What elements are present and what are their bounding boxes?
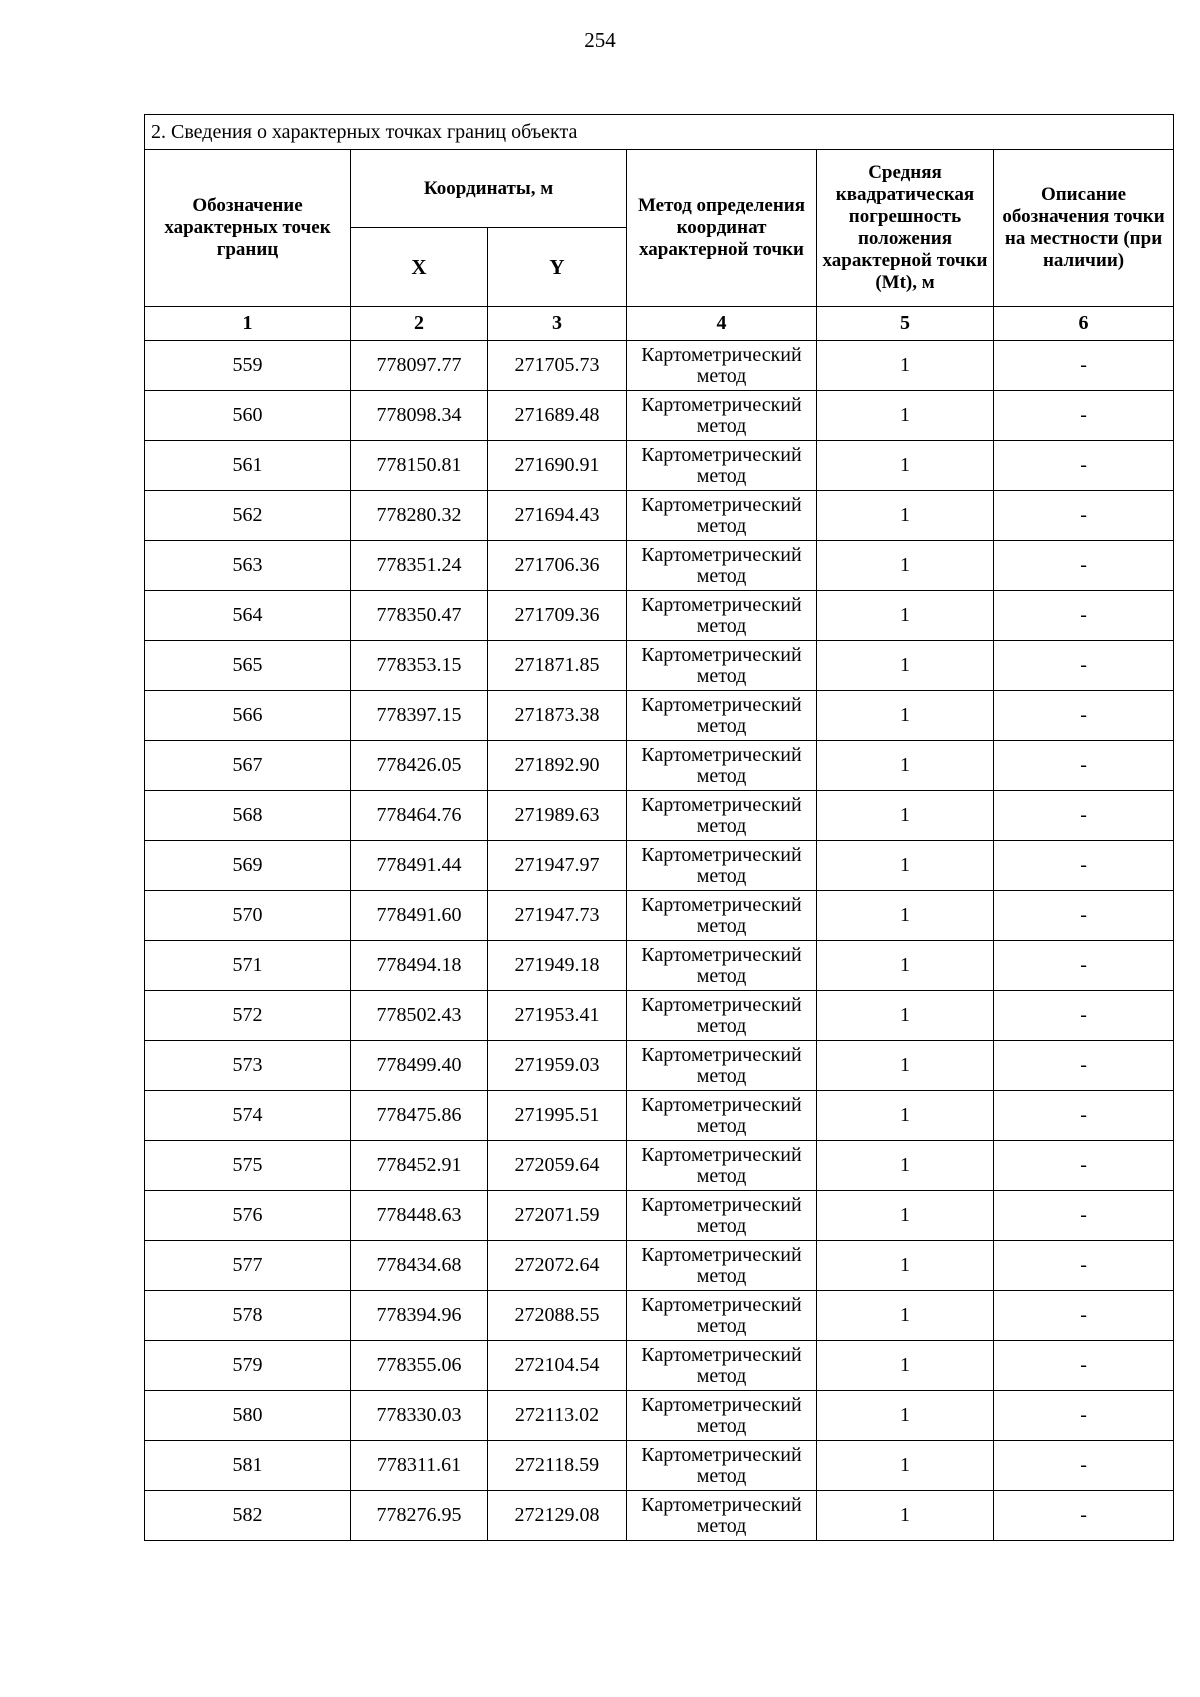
error-cell: 1 bbox=[817, 1041, 994, 1091]
method-cell: Картометрический метод bbox=[627, 1191, 817, 1241]
x-cell: 778502.43 bbox=[351, 991, 488, 1041]
method-cell: Картометрический метод bbox=[627, 1091, 817, 1141]
y-cell: 272104.54 bbox=[488, 1341, 627, 1391]
point-cell: 567 bbox=[145, 741, 351, 791]
header-row bbox=[145, 150, 1174, 228]
point-cell: 571 bbox=[145, 941, 351, 991]
x-cell: 778150.81 bbox=[351, 441, 488, 491]
point-cell: 562 bbox=[145, 491, 351, 541]
x-cell: 778464.76 bbox=[351, 791, 488, 841]
error-cell: 1 bbox=[817, 1291, 994, 1341]
column-number: 1 bbox=[145, 307, 351, 341]
table-row bbox=[145, 541, 1174, 591]
y-cell: 271949.18 bbox=[488, 941, 627, 991]
header-y: Y bbox=[488, 228, 627, 307]
table-row bbox=[145, 741, 1174, 791]
x-cell: 778353.15 bbox=[351, 641, 488, 691]
section-title: 2. Сведения о характерных точках границ объекта bbox=[145, 115, 1174, 150]
table-row bbox=[145, 591, 1174, 641]
description-cell: - bbox=[994, 1291, 1174, 1341]
description-cell: - bbox=[994, 741, 1174, 791]
point-cell: 581 bbox=[145, 1441, 351, 1491]
table-row bbox=[145, 641, 1174, 691]
method-cell: Картометрический метод bbox=[627, 591, 817, 641]
method-cell: Картометрический метод bbox=[627, 491, 817, 541]
y-cell: 272129.08 bbox=[488, 1491, 627, 1541]
description-cell: - bbox=[994, 591, 1174, 641]
table-row bbox=[145, 691, 1174, 741]
description-cell: - bbox=[994, 941, 1174, 991]
x-cell: 778491.44 bbox=[351, 841, 488, 891]
table-row bbox=[145, 1091, 1174, 1141]
x-cell: 778311.61 bbox=[351, 1441, 488, 1491]
table-row bbox=[145, 1491, 1174, 1541]
section-title-row bbox=[145, 115, 1174, 150]
error-cell: 1 bbox=[817, 1341, 994, 1391]
description-cell: - bbox=[994, 891, 1174, 941]
description-cell: - bbox=[994, 841, 1174, 891]
description-cell: - bbox=[994, 1391, 1174, 1441]
table-row bbox=[145, 341, 1174, 391]
point-cell: 574 bbox=[145, 1091, 351, 1141]
point-cell: 565 bbox=[145, 641, 351, 691]
method-cell: Картометрический метод bbox=[627, 991, 817, 1041]
column-number-row bbox=[145, 307, 1174, 341]
method-cell: Картометрический метод bbox=[627, 1491, 817, 1541]
table-row bbox=[145, 1391, 1174, 1441]
method-cell: Картометрический метод bbox=[627, 391, 817, 441]
x-cell: 778494.18 bbox=[351, 941, 488, 991]
y-cell: 271947.97 bbox=[488, 841, 627, 891]
header-method: Метод определения координат характерной точки bbox=[627, 150, 817, 307]
table-row bbox=[145, 441, 1174, 491]
y-cell: 271690.91 bbox=[488, 441, 627, 491]
error-cell: 1 bbox=[817, 1091, 994, 1141]
method-cell: Картометрический метод bbox=[627, 1391, 817, 1441]
error-cell: 1 bbox=[817, 1441, 994, 1491]
method-cell: Картометрический метод bbox=[627, 841, 817, 891]
table-row bbox=[145, 1341, 1174, 1391]
method-cell: Картометрический метод bbox=[627, 891, 817, 941]
error-cell: 1 bbox=[817, 641, 994, 691]
y-cell: 272113.02 bbox=[488, 1391, 627, 1441]
x-cell: 778491.60 bbox=[351, 891, 488, 941]
description-cell: - bbox=[994, 1241, 1174, 1291]
description-cell: - bbox=[994, 1441, 1174, 1491]
column-number: 4 bbox=[627, 307, 817, 341]
y-cell: 271995.51 bbox=[488, 1091, 627, 1141]
point-cell: 573 bbox=[145, 1041, 351, 1091]
method-cell: Картометрический метод bbox=[627, 1291, 817, 1341]
error-cell: 1 bbox=[817, 941, 994, 991]
table-row bbox=[145, 941, 1174, 991]
table-row bbox=[145, 1141, 1174, 1191]
x-cell: 778394.96 bbox=[351, 1291, 488, 1341]
x-cell: 778276.95 bbox=[351, 1491, 488, 1541]
y-cell: 271694.43 bbox=[488, 491, 627, 541]
error-cell: 1 bbox=[817, 1241, 994, 1291]
description-cell: - bbox=[994, 341, 1174, 391]
header-point: Обозначение характерных точек границ bbox=[145, 150, 351, 307]
y-cell: 271873.38 bbox=[488, 691, 627, 741]
x-cell: 778097.77 bbox=[351, 341, 488, 391]
error-cell: 1 bbox=[817, 791, 994, 841]
error-cell: 1 bbox=[817, 341, 994, 391]
description-cell: - bbox=[994, 691, 1174, 741]
description-cell: - bbox=[994, 541, 1174, 591]
table-row bbox=[145, 1041, 1174, 1091]
column-number: 5 bbox=[817, 307, 994, 341]
error-cell: 1 bbox=[817, 591, 994, 641]
point-cell: 563 bbox=[145, 541, 351, 591]
method-cell: Картометрический метод bbox=[627, 541, 817, 591]
x-cell: 778280.32 bbox=[351, 491, 488, 541]
error-cell: 1 bbox=[817, 391, 994, 441]
x-cell: 778452.91 bbox=[351, 1141, 488, 1191]
point-cell: 582 bbox=[145, 1491, 351, 1541]
error-cell: 1 bbox=[817, 1391, 994, 1441]
y-cell: 271871.85 bbox=[488, 641, 627, 691]
error-cell: 1 bbox=[817, 541, 994, 591]
x-cell: 778098.34 bbox=[351, 391, 488, 441]
error-cell: 1 bbox=[817, 491, 994, 541]
header-error: Средняя квадратическая погрешность положения характерной точки (Mt), м bbox=[817, 150, 994, 307]
y-cell: 272071.59 bbox=[488, 1191, 627, 1241]
y-cell: 271989.63 bbox=[488, 791, 627, 841]
point-cell: 568 bbox=[145, 791, 351, 841]
x-cell: 778351.24 bbox=[351, 541, 488, 591]
table-row bbox=[145, 891, 1174, 941]
y-cell: 272072.64 bbox=[488, 1241, 627, 1291]
x-cell: 778350.47 bbox=[351, 591, 488, 641]
method-cell: Картометрический метод bbox=[627, 1141, 817, 1191]
header-x: X bbox=[351, 228, 488, 307]
point-cell: 572 bbox=[145, 991, 351, 1041]
description-cell: - bbox=[994, 791, 1174, 841]
header-coords: Координаты, м bbox=[351, 150, 627, 228]
point-cell: 561 bbox=[145, 441, 351, 491]
point-cell: 560 bbox=[145, 391, 351, 441]
header-description: Описание обозначения точки на местности (при наличии) bbox=[994, 150, 1174, 307]
method-cell: Картометрический метод bbox=[627, 641, 817, 691]
method-cell: Картометрический метод bbox=[627, 341, 817, 391]
table-row bbox=[145, 991, 1174, 1041]
point-cell: 570 bbox=[145, 891, 351, 941]
point-cell: 575 bbox=[145, 1141, 351, 1191]
point-cell: 578 bbox=[145, 1291, 351, 1341]
y-cell: 271892.90 bbox=[488, 741, 627, 791]
error-cell: 1 bbox=[817, 441, 994, 491]
point-cell: 576 bbox=[145, 1191, 351, 1241]
x-cell: 778434.68 bbox=[351, 1241, 488, 1291]
page-number: 254 bbox=[584, 28, 616, 52]
y-cell: 271689.48 bbox=[488, 391, 627, 441]
table-row bbox=[145, 1441, 1174, 1491]
point-cell: 569 bbox=[145, 841, 351, 891]
table-row bbox=[145, 841, 1174, 891]
point-cell: 579 bbox=[145, 1341, 351, 1391]
x-cell: 778355.06 bbox=[351, 1341, 488, 1391]
table-row bbox=[145, 491, 1174, 541]
error-cell: 1 bbox=[817, 991, 994, 1041]
y-cell: 271706.36 bbox=[488, 541, 627, 591]
point-cell: 580 bbox=[145, 1391, 351, 1441]
method-cell: Картометрический метод bbox=[627, 691, 817, 741]
description-cell: - bbox=[994, 1091, 1174, 1141]
boundary-points-table bbox=[144, 114, 1174, 1541]
method-cell: Картометрический метод bbox=[627, 791, 817, 841]
x-cell: 778475.86 bbox=[351, 1091, 488, 1141]
error-cell: 1 bbox=[817, 1141, 994, 1191]
column-number: 6 bbox=[994, 307, 1174, 341]
description-cell: - bbox=[994, 641, 1174, 691]
description-cell: - bbox=[994, 1341, 1174, 1391]
description-cell: - bbox=[994, 491, 1174, 541]
table-row bbox=[145, 1291, 1174, 1341]
point-cell: 577 bbox=[145, 1241, 351, 1291]
method-cell: Картометрический метод bbox=[627, 741, 817, 791]
point-cell: 566 bbox=[145, 691, 351, 741]
table-row bbox=[145, 791, 1174, 841]
method-cell: Картометрический метод bbox=[627, 1341, 817, 1391]
description-cell: - bbox=[994, 391, 1174, 441]
method-cell: Картометрический метод bbox=[627, 1441, 817, 1491]
x-cell: 778448.63 bbox=[351, 1191, 488, 1241]
y-cell: 271959.03 bbox=[488, 1041, 627, 1091]
error-cell: 1 bbox=[817, 841, 994, 891]
method-cell: Картометрический метод bbox=[627, 1241, 817, 1291]
method-cell: Картометрический метод bbox=[627, 1041, 817, 1091]
x-cell: 778397.15 bbox=[351, 691, 488, 741]
y-cell: 271709.36 bbox=[488, 591, 627, 641]
y-cell: 271947.73 bbox=[488, 891, 627, 941]
table-row bbox=[145, 391, 1174, 441]
description-cell: - bbox=[994, 1191, 1174, 1241]
y-cell: 271953.41 bbox=[488, 991, 627, 1041]
y-cell: 272088.55 bbox=[488, 1291, 627, 1341]
y-cell: 272118.59 bbox=[488, 1441, 627, 1491]
error-cell: 1 bbox=[817, 1491, 994, 1541]
description-cell: - bbox=[994, 441, 1174, 491]
point-cell: 564 bbox=[145, 591, 351, 641]
column-number: 3 bbox=[488, 307, 627, 341]
table-row bbox=[145, 1241, 1174, 1291]
error-cell: 1 bbox=[817, 741, 994, 791]
description-cell: - bbox=[994, 1491, 1174, 1541]
x-cell: 778426.05 bbox=[351, 741, 488, 791]
description-cell: - bbox=[994, 1041, 1174, 1091]
x-cell: 778330.03 bbox=[351, 1391, 488, 1441]
table-row bbox=[145, 1191, 1174, 1241]
method-cell: Картометрический метод bbox=[627, 441, 817, 491]
point-cell: 559 bbox=[145, 341, 351, 391]
error-cell: 1 bbox=[817, 691, 994, 741]
y-cell: 272059.64 bbox=[488, 1141, 627, 1191]
error-cell: 1 bbox=[817, 1191, 994, 1241]
column-number: 2 bbox=[351, 307, 488, 341]
y-cell: 271705.73 bbox=[488, 341, 627, 391]
description-cell: - bbox=[994, 1141, 1174, 1191]
description-cell: - bbox=[994, 991, 1174, 1041]
error-cell: 1 bbox=[817, 891, 994, 941]
method-cell: Картометрический метод bbox=[627, 941, 817, 991]
x-cell: 778499.40 bbox=[351, 1041, 488, 1091]
